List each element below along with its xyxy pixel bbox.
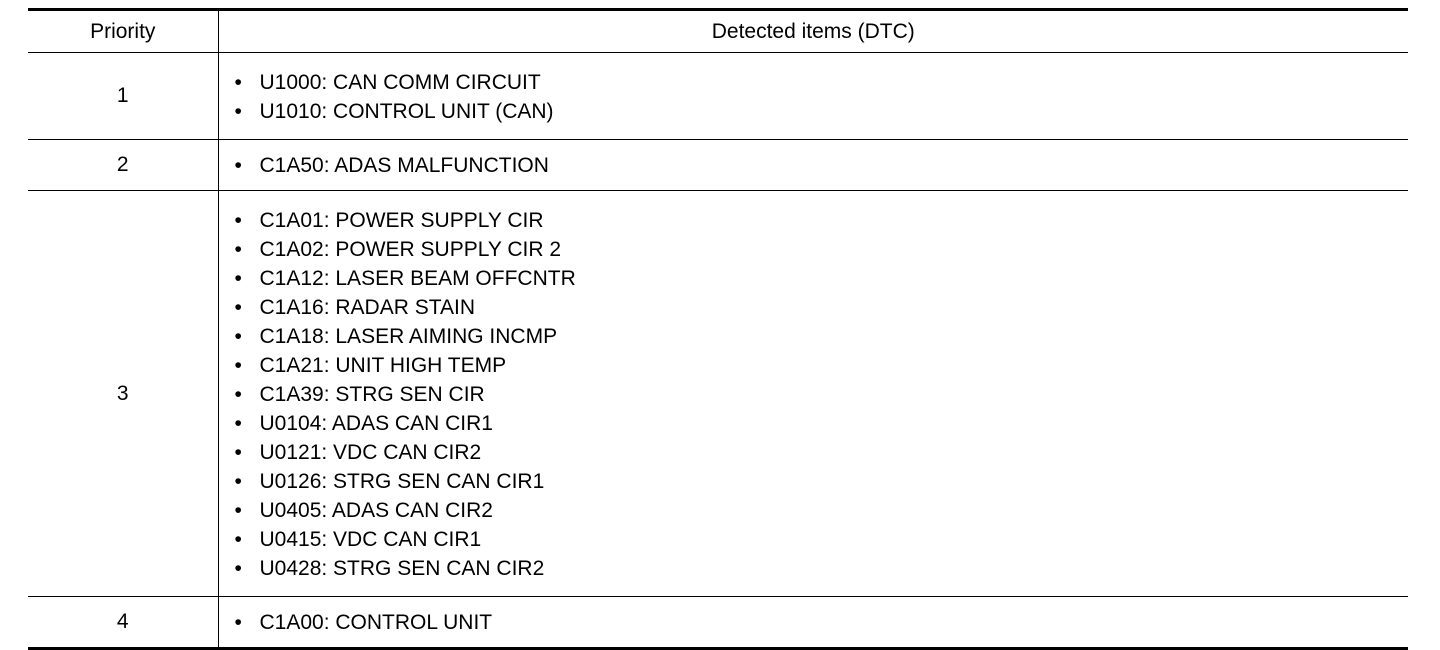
detected-items-cell bbox=[218, 53, 1408, 140]
header-detected-items: Detected items (DTC) bbox=[218, 10, 1408, 53]
dtc-list-item: • C1A21: UNIT HIGH TEMP bbox=[219, 351, 1409, 380]
priority-cell: 2 bbox=[28, 140, 218, 191]
dtc-list-item: • U0121: VDC CAN CIR2 bbox=[219, 438, 1409, 467]
table-row bbox=[28, 53, 1408, 140]
dtc-list-item: • U0126: STRG SEN CAN CIR1 bbox=[219, 467, 1409, 496]
table-row bbox=[28, 140, 1408, 191]
dtc-priority-table bbox=[28, 8, 1408, 650]
detected-items-cell bbox=[218, 597, 1408, 649]
dtc-list-item: • C1A12: LASER BEAM OFFCNTR bbox=[219, 264, 1409, 293]
dtc-list-item: • C1A00: CONTROL UNIT bbox=[219, 608, 1409, 637]
dtc-list-item: • C1A01: POWER SUPPLY CIR bbox=[219, 206, 1409, 235]
dtc-list-item: • U1010: CONTROL UNIT (CAN) bbox=[219, 97, 1409, 126]
dtc-list-item: • C1A16: RADAR STAIN bbox=[219, 293, 1409, 322]
dtc-list-item: • C1A18: LASER AIMING INCMP bbox=[219, 322, 1409, 351]
dtc-list bbox=[219, 151, 1409, 180]
dtc-list-item: • U0415: VDC CAN CIR1 bbox=[219, 525, 1409, 554]
priority-cell: 3 bbox=[28, 191, 218, 597]
table-body bbox=[28, 53, 1408, 649]
priority-cell: 1 bbox=[28, 53, 218, 140]
header-row bbox=[28, 10, 1408, 53]
dtc-list-item: • C1A39: STRG SEN CIR bbox=[219, 380, 1409, 409]
detected-items-cell bbox=[218, 191, 1408, 597]
header-priority: Priority bbox=[28, 10, 218, 53]
dtc-list bbox=[219, 206, 1409, 583]
dtc-list bbox=[219, 68, 1409, 126]
dtc-list-item: • C1A02: POWER SUPPLY CIR 2 bbox=[219, 235, 1409, 264]
dtc-list-item: • C1A50: ADAS MALFUNCTION bbox=[219, 151, 1409, 180]
table-header bbox=[28, 10, 1408, 53]
dtc-list bbox=[219, 608, 1409, 637]
dtc-list-item: • U0104: ADAS CAN CIR1 bbox=[219, 409, 1409, 438]
dtc-list-item: • U1000: CAN COMM CIRCUIT bbox=[219, 68, 1409, 97]
table-row bbox=[28, 191, 1408, 597]
priority-cell: 4 bbox=[28, 597, 218, 649]
table-row bbox=[28, 597, 1408, 649]
detected-items-cell bbox=[218, 140, 1408, 191]
dtc-list-item: • U0428: STRG SEN CAN CIR2 bbox=[219, 554, 1409, 583]
dtc-list-item: • U0405: ADAS CAN CIR2 bbox=[219, 496, 1409, 525]
